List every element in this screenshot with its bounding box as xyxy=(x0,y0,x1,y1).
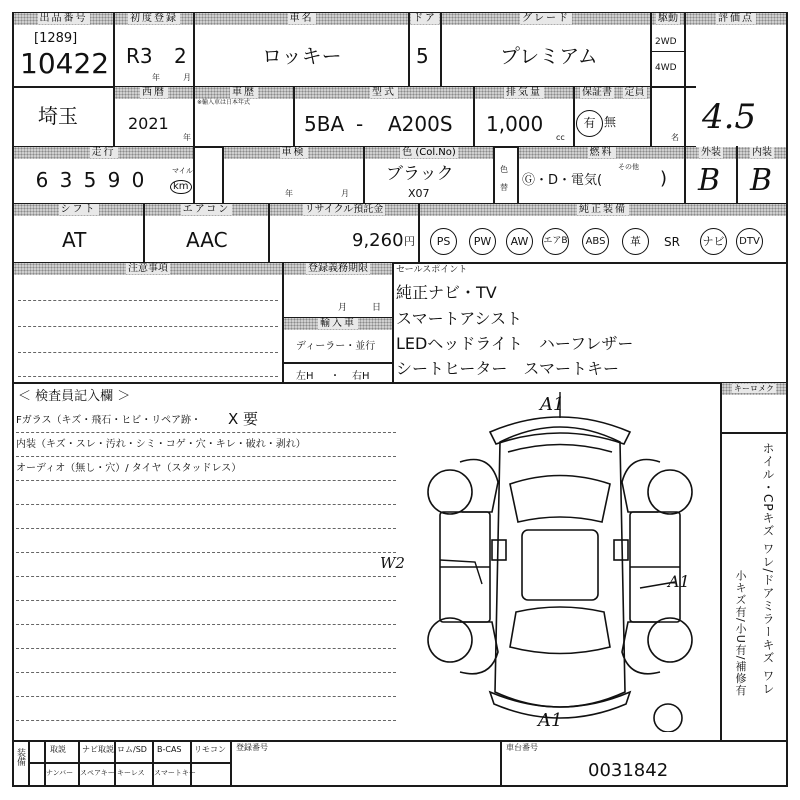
month-unit: 月 xyxy=(183,73,191,82)
mark-left: W2 xyxy=(380,554,405,572)
footer-value: ナンバー xyxy=(46,769,74,777)
frame-number: 0031842 xyxy=(588,760,669,781)
glass-mark: X 要 xyxy=(228,410,259,428)
sales-label: セールスポイント xyxy=(396,265,468,275)
warranty-yes: 有 xyxy=(576,110,603,137)
warranty-header: 保証書 xyxy=(575,87,619,99)
caution-header: 注意事項 xyxy=(14,263,282,275)
import-car-header: 輸入車 xyxy=(284,318,392,330)
footer-header: ナビ取説 xyxy=(82,745,114,754)
footer-header: 取説 xyxy=(50,745,66,754)
mileage-digit: 6 xyxy=(35,168,49,192)
fuel-options: Ⓖ・D・電気( xyxy=(522,173,603,188)
frame-label: 車台番号 xyxy=(506,743,538,752)
drive-2wd: 2WD xyxy=(655,37,677,47)
shift: AT xyxy=(62,228,87,252)
color-change-1: 色 xyxy=(500,165,508,174)
mileage-digit: 3 xyxy=(59,168,73,192)
equip-navi: ナビ xyxy=(700,228,727,255)
color-code: X07 xyxy=(408,187,430,200)
recycle-header: リサイクル預託金 xyxy=(270,204,418,216)
recycle-unit: 円 xyxy=(404,235,415,248)
fuel-header: 燃料 xyxy=(519,147,684,159)
footer-header: ロム/SD xyxy=(117,745,147,754)
model-header: 型式 xyxy=(295,87,473,99)
year-unit: 年 xyxy=(152,73,160,82)
cc-unit: cc xyxy=(556,133,565,142)
equip-abs: ABS xyxy=(582,228,609,255)
registration-header: 登録義務期限 xyxy=(284,263,392,275)
ac: AAC xyxy=(186,228,228,252)
first-reg-header: 初度登録 xyxy=(115,13,193,25)
inspection-title: ＜ 検査員記入欄 ＞ xyxy=(18,389,131,404)
exterior-grade: B xyxy=(698,163,721,198)
legend-vertical-2: 小キズ有/小U有/補修有 xyxy=(734,570,747,697)
reg-month: 月 xyxy=(338,303,348,313)
drive-header: 駆動 xyxy=(652,13,684,25)
mileage-digit: 9 xyxy=(107,168,121,192)
sales-point: シートヒーター スマートキー xyxy=(396,359,620,378)
car-name-header: 車名 xyxy=(195,13,408,25)
reg-day: 日 xyxy=(372,303,382,313)
drive-4wd: 4WD xyxy=(655,63,677,73)
equip-pw: PW xyxy=(469,228,496,255)
equipment-header: 純正装備 xyxy=(420,204,786,216)
equip-dtv: DTV xyxy=(736,228,763,255)
recycle-value: 9,260 xyxy=(352,230,404,251)
sales-point: LEDヘッドライト ハーフレザー xyxy=(396,334,634,353)
lot-sub: [1289] xyxy=(34,31,78,46)
mark-right: A1 xyxy=(668,572,690,591)
exterior-header: 外装 xyxy=(686,147,736,159)
footer-header: リモコン xyxy=(194,745,226,754)
import-header: 車歴 xyxy=(195,87,293,99)
equip-leather: 革 xyxy=(622,228,649,255)
year-header: 西暦 xyxy=(115,87,193,99)
inspection-glass: Fガラス（キズ・飛石・ヒビ・リペア跡・ xyxy=(16,415,202,426)
model-prefix: 5BA xyxy=(304,112,345,136)
footer-value: スペアキー xyxy=(80,769,115,777)
interior-grade: B xyxy=(750,163,773,198)
equip-sr: SR xyxy=(664,235,680,249)
color-change-2: 替 xyxy=(500,183,508,192)
inspection-interior: 内装（キズ・スレ・汚れ・シミ・コゲ・穴・キレ・破れ・剥れ） xyxy=(16,439,306,450)
mileage-digit: 0 xyxy=(131,168,145,192)
mark-rear: A1 xyxy=(538,710,563,731)
cc-value: 1,000 xyxy=(486,112,544,136)
mileage-header: 走行 xyxy=(14,147,193,159)
first-reg-month: 2 xyxy=(174,44,187,68)
year-value-unit: 年 xyxy=(183,133,191,142)
shaken-month: 月 xyxy=(341,189,349,198)
inspection-audio: オーディオ（無し・穴）/ タイヤ（スタッドレス） xyxy=(16,463,242,474)
color: ブラック xyxy=(386,164,454,184)
equip-airbag: エアB xyxy=(542,228,569,255)
equip-ps: PS xyxy=(430,228,457,255)
color-header: 色 (Col.No) xyxy=(365,147,493,159)
doors: 5 xyxy=(416,44,429,68)
import-note: ※輸入車は日本年式 xyxy=(197,99,251,106)
lot-number: 10422 xyxy=(20,47,110,80)
steering-sep: ・ xyxy=(330,371,340,382)
car-diagram xyxy=(410,392,710,732)
fuel-close: ) xyxy=(660,168,668,189)
shaken-year: 年 xyxy=(285,189,293,198)
legend-vertical-1: ホイル・CPキズ ワレ/ドアミラーキズ ワレ xyxy=(761,442,775,696)
shift-header: シフト xyxy=(14,204,143,216)
grade: プレミアム xyxy=(500,44,598,68)
mileage-digit: 5 xyxy=(83,168,97,192)
grade-header: グレード xyxy=(442,13,650,25)
sales-point: スマートアシスト xyxy=(396,309,523,328)
import-dealer: ディーラー・並行 xyxy=(296,341,376,352)
capacity-unit: 名 xyxy=(671,133,679,142)
mile-unit: マイル xyxy=(172,167,193,175)
first-reg-era: R3 xyxy=(126,44,153,68)
eval-header: 評価点 xyxy=(686,13,786,25)
reg-no-label: 登録番号 xyxy=(236,743,268,752)
steering-left: 左H xyxy=(296,371,314,382)
key-header: キーロメク xyxy=(722,383,786,395)
footer-value: キーレス xyxy=(117,769,145,777)
sales-point: 純正ナビ・TV xyxy=(396,283,497,302)
door-header: ドア xyxy=(410,13,440,25)
cc-header: 排気量 xyxy=(475,87,573,99)
mark-front: A1 xyxy=(540,394,565,415)
shaken-header: 車検 xyxy=(224,147,363,159)
lot-header: 出品番号 xyxy=(14,13,113,25)
footer-value: スマートキー xyxy=(154,769,196,777)
ac-header: エアコン xyxy=(145,204,268,216)
region: 埼玉 xyxy=(38,104,78,128)
footer-header: B-CAS xyxy=(157,745,182,754)
model-dash: - xyxy=(356,112,364,136)
warranty-no: 無 xyxy=(604,115,617,129)
interior-header: 内装 xyxy=(738,147,786,159)
car-name: ロッキー xyxy=(262,44,342,68)
footer-left-label: 装備 xyxy=(15,748,25,766)
capacity-header: 定員 xyxy=(619,87,650,99)
fuel-other: その他 xyxy=(618,163,639,171)
steering-right: 右H xyxy=(352,371,370,382)
equip-aw: AW xyxy=(506,228,533,255)
mileage-digits xyxy=(34,168,146,192)
year-value: 2021 xyxy=(128,114,169,133)
eval-score: 4.5 xyxy=(702,97,757,137)
model-code: A200S xyxy=(388,112,453,136)
km-unit: km xyxy=(170,180,192,194)
